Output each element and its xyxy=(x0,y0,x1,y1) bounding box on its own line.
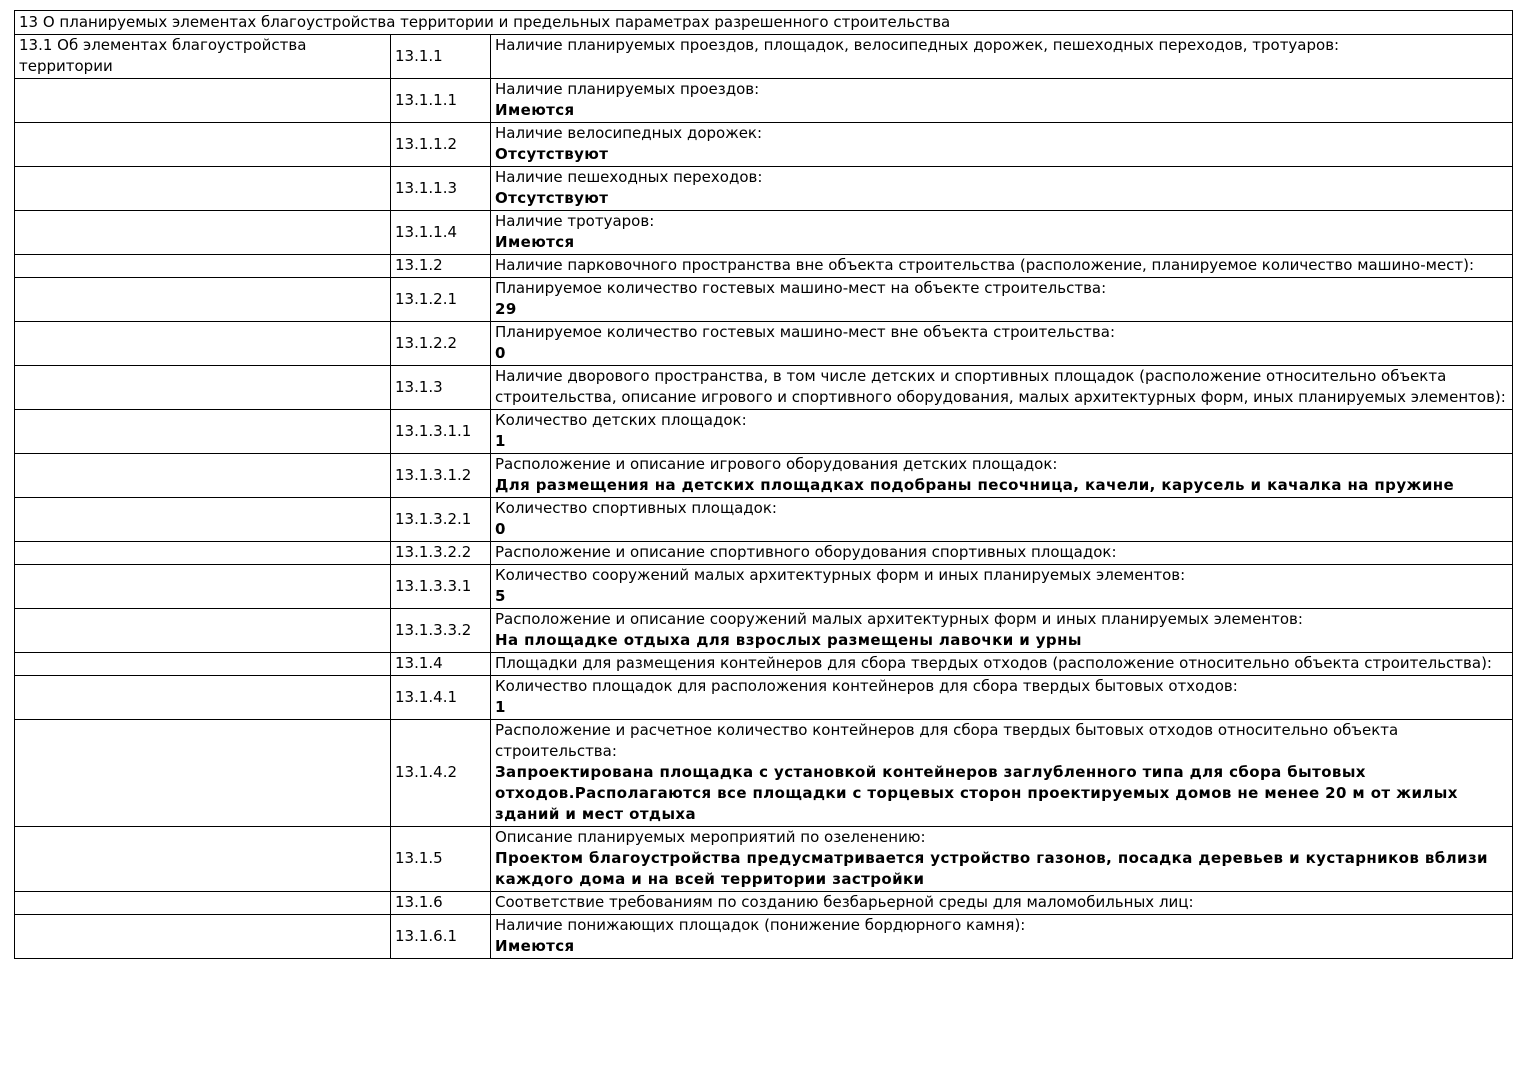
description-cell xyxy=(491,123,1513,167)
field-label: Наличие велосипедных дорожек: xyxy=(495,124,763,142)
section-header: 13 О планируемых элементах благоустройства территории и предельных параметрах разрешенного строительства xyxy=(15,11,1513,35)
description-cell xyxy=(491,255,1513,278)
description-cell xyxy=(491,211,1513,255)
table-row xyxy=(15,609,1513,653)
row-code: 13.1.6.1 xyxy=(395,926,458,945)
description-cell xyxy=(491,167,1513,211)
row-code: 13.1.3.3.2 xyxy=(395,620,472,639)
group-cell xyxy=(15,915,391,959)
row-code: 13.1.2 xyxy=(395,256,443,274)
code-cell xyxy=(391,454,491,498)
field-label: Наличие планируемых проездов, площадок, велосипедных дорожек, пешеходных переходов, тротуаров: xyxy=(495,36,1340,54)
description-cell xyxy=(491,322,1513,366)
code-cell xyxy=(391,892,491,915)
row-code: 13.1.3.1.2 xyxy=(395,465,472,484)
group-cell xyxy=(15,827,391,892)
field-label: Площадки для размещения контейнеров для сбора твердых отходов (расположение относительно объекта строительства): xyxy=(495,654,1492,672)
field-label: Наличие парковочного пространства вне объекта строительства (расположение, планируемое количество машино-мест): xyxy=(495,256,1475,274)
row-code: 13.1.1.3 xyxy=(395,178,458,197)
description-cell xyxy=(491,410,1513,454)
field-label: Количество детских площадок: xyxy=(495,411,747,429)
description-cell xyxy=(491,565,1513,609)
table-row xyxy=(15,410,1513,454)
field-label: Соответствие требованиям по созданию безбарьерной среды для маломобильных лиц: xyxy=(495,893,1194,911)
row-code: 13.1.3.3.1 xyxy=(395,576,472,595)
code-cell xyxy=(391,278,491,322)
description-cell xyxy=(491,609,1513,653)
description-cell xyxy=(491,915,1513,959)
code-cell xyxy=(391,255,491,278)
row-code: 13.1.3.2.2 xyxy=(395,543,472,561)
description-cell xyxy=(491,278,1513,322)
field-label: Количество площадок для расположения контейнеров для сбора твердых бытовых отходов: xyxy=(495,677,1238,695)
field-label: Наличие планируемых проездов: xyxy=(495,80,760,98)
code-cell xyxy=(391,498,491,542)
row-code: 13.1.1.1 xyxy=(395,90,458,109)
description-cell xyxy=(491,676,1513,720)
code-cell xyxy=(391,720,491,827)
group-cell xyxy=(15,35,391,79)
field-value: На площадке отдыха для взрослых размещены лавочки и урны xyxy=(495,631,1082,649)
description-cell xyxy=(491,892,1513,915)
code-cell xyxy=(391,410,491,454)
code-cell xyxy=(391,322,491,366)
group-cell xyxy=(15,565,391,609)
field-label: Количество спортивных площадок: xyxy=(495,499,777,517)
group-cell xyxy=(15,167,391,211)
table-row xyxy=(15,827,1513,892)
code-cell xyxy=(391,542,491,565)
field-value: 5 xyxy=(495,587,506,605)
code-cell xyxy=(391,653,491,676)
code-cell xyxy=(391,35,491,79)
code-cell xyxy=(391,827,491,892)
table-row xyxy=(15,255,1513,278)
description-cell xyxy=(491,827,1513,892)
field-label: Планируемое количество гостевых машино-мест вне объекта строительства: xyxy=(495,323,1115,341)
group-cell xyxy=(15,322,391,366)
field-value: Отсутствуют xyxy=(495,145,609,163)
table-row xyxy=(15,366,1513,410)
field-value: 0 xyxy=(495,520,506,538)
field-label: Расположение и описание сооружений малых архитектурных форм и иных планируемых элементов: xyxy=(495,610,1303,628)
field-value: Имеются xyxy=(495,937,575,955)
field-value: 1 xyxy=(495,698,506,716)
row-code: 13.1.6 xyxy=(395,893,443,911)
code-cell xyxy=(391,123,491,167)
table-row xyxy=(15,322,1513,366)
field-label: Наличие понижающих площадок (понижение бордюрного камня): xyxy=(495,916,1026,934)
group-cell xyxy=(15,720,391,827)
group-cell xyxy=(15,123,391,167)
field-value: 0 xyxy=(495,344,506,362)
group-cell xyxy=(15,410,391,454)
table-row xyxy=(15,167,1513,211)
description-cell xyxy=(491,454,1513,498)
code-cell xyxy=(391,565,491,609)
code-cell xyxy=(391,211,491,255)
group-cell xyxy=(15,278,391,322)
description-cell xyxy=(491,35,1513,79)
group-cell xyxy=(15,653,391,676)
group-cell xyxy=(15,454,391,498)
project-declaration-table xyxy=(14,10,1513,959)
field-value: 29 xyxy=(495,300,517,318)
table-row xyxy=(15,123,1513,167)
table-row xyxy=(15,542,1513,565)
row-code: 13.1.2.2 xyxy=(395,333,458,352)
field-value: Для размещения на детских площадках подобраны песочница, качели, карусель и качалка на пружине xyxy=(495,476,1455,494)
field-label: Количество сооружений малых архитектурных форм и иных планируемых элементов: xyxy=(495,566,1186,584)
field-value: Запроектирована площадка с установкой контейнеров заглубленного типа для сбора бытовых отходов.Располагаются все площадки с торцевых сторон проектируемых домов не менее 20 м от жилых зданий и мест отдыха xyxy=(495,763,1458,823)
field-label: Расположение и расчетное количество контейнеров для сбора твердых бытовых отходов относительно объекта строительства: xyxy=(495,721,1399,760)
group-cell xyxy=(15,255,391,278)
row-code: 13.1.4.2 xyxy=(395,763,458,781)
row-code: 13.1.3 xyxy=(395,377,443,396)
table-row xyxy=(15,498,1513,542)
code-cell xyxy=(391,167,491,211)
row-code: 13.1.3.1.1 xyxy=(395,421,472,440)
field-label: Наличие пешеходных переходов: xyxy=(495,168,763,186)
description-cell xyxy=(491,653,1513,676)
description-cell xyxy=(491,498,1513,542)
field-value: Имеются xyxy=(495,233,575,251)
group-cell xyxy=(15,542,391,565)
field-label: Планируемое количество гостевых машино-мест на объекте строительства: xyxy=(495,279,1107,297)
group-cell xyxy=(15,498,391,542)
field-value: Имеются xyxy=(495,101,575,119)
row-code: 13.1.1.4 xyxy=(395,222,458,241)
group-cell xyxy=(15,676,391,720)
description-cell xyxy=(491,366,1513,410)
description-cell xyxy=(491,79,1513,123)
code-cell xyxy=(391,609,491,653)
field-value: Отсутствуют xyxy=(495,189,609,207)
table-row xyxy=(15,454,1513,498)
table-row xyxy=(15,35,1513,79)
section-header-row xyxy=(15,11,1513,35)
row-code: 13.1.1 xyxy=(395,46,443,65)
field-value: 1 xyxy=(495,432,506,450)
table-row xyxy=(15,676,1513,720)
group-cell xyxy=(15,366,391,410)
group-label: 13.1 Об элементах благоустройства территории xyxy=(19,36,307,75)
code-cell xyxy=(391,676,491,720)
table-row xyxy=(15,892,1513,915)
group-cell xyxy=(15,211,391,255)
row-code: 13.1.3.2.1 xyxy=(395,509,472,528)
table-row xyxy=(15,915,1513,959)
row-code: 13.1.2.1 xyxy=(395,289,458,308)
table-row xyxy=(15,653,1513,676)
row-code: 13.1.5 xyxy=(395,849,443,867)
description-cell xyxy=(491,720,1513,827)
table-row xyxy=(15,278,1513,322)
table-row xyxy=(15,211,1513,255)
field-label: Наличие тротуаров: xyxy=(495,212,655,230)
code-cell xyxy=(391,915,491,959)
group-cell xyxy=(15,892,391,915)
field-label: Расположение и описание спортивного оборудования спортивных площадок: xyxy=(495,543,1117,561)
group-cell xyxy=(15,79,391,123)
code-cell xyxy=(391,366,491,410)
field-label: Описание планируемых мероприятий по озеленению: xyxy=(495,828,926,846)
row-code: 13.1.4.1 xyxy=(395,687,458,706)
group-cell xyxy=(15,609,391,653)
description-cell xyxy=(491,542,1513,565)
table-row xyxy=(15,565,1513,609)
code-cell xyxy=(391,79,491,123)
table-row xyxy=(15,79,1513,123)
field-label: Расположение и описание игрового оборудования детских площадок: xyxy=(495,455,1058,473)
row-code: 13.1.4 xyxy=(395,654,443,672)
table-row xyxy=(15,720,1513,827)
field-label: Наличие дворового пространства, в том числе детских и спортивных площадок (расположение относительно объекта строительства, описание игрового и спортивного оборудования, малых архитектурных форм, иных планируемых элементов): xyxy=(495,367,1506,406)
field-value: Проектом благоустройства предусматривается устройство газонов, посадка деревьев и кустарников вблизи каждого дома и на всей территории застройки xyxy=(495,849,1488,888)
row-code: 13.1.1.2 xyxy=(395,134,458,153)
